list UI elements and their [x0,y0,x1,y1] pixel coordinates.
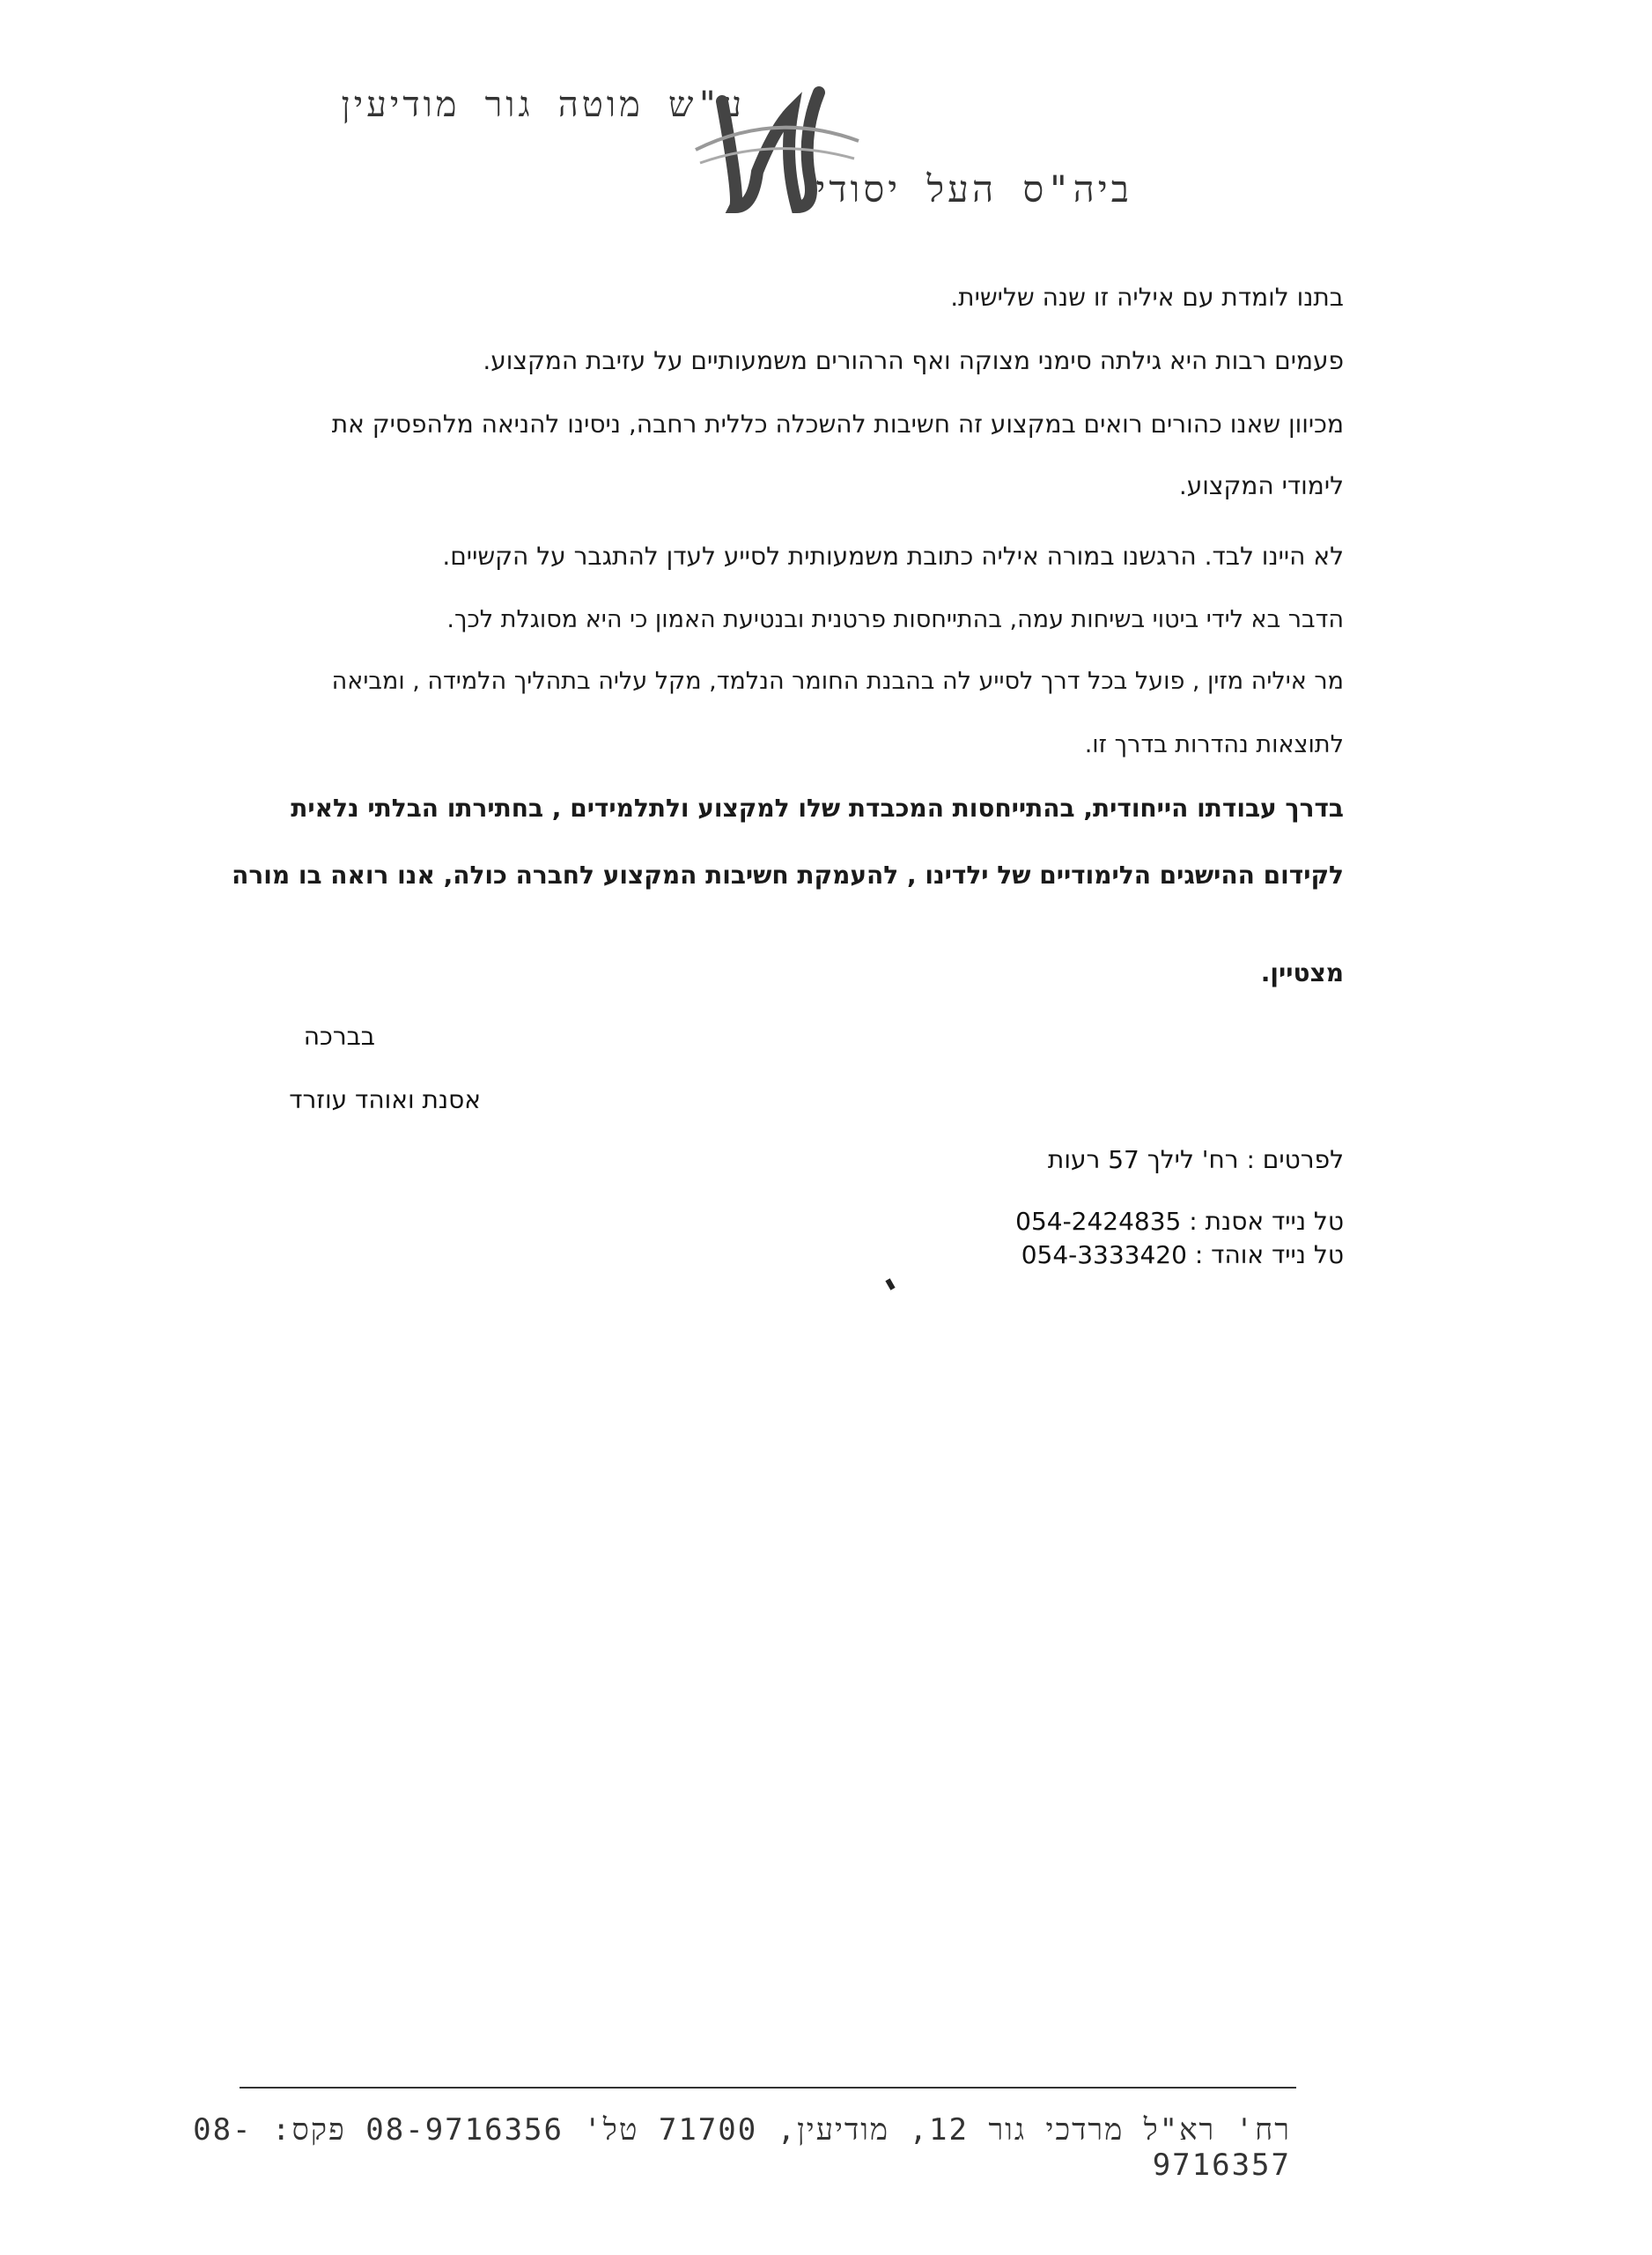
school-logo-icon [687,75,863,225]
paragraph-parents-2: לימודי המקצוע. [1178,471,1344,500]
paragraph-teacher-1: מר איליה מזין , פועל בכל דרך לסייע לה בהבנת החומר הנלמד, מקל עליה בתהליך הלמידה , ומביאה [331,668,1344,695]
closing-greeting: בברכה [303,1022,375,1051]
contact-phone-osnat: טל נייד אסנת : 054-2424835 [1015,1207,1344,1236]
paragraph-not-alone: לא היינו לבד. הרגשנו במורה איליה כתובת משמעותית לסייע לעדן להתגבר על הקשיים. [442,542,1344,571]
contact-phone-ohad: טל נייד אוהד : 054-3333420 [1021,1240,1344,1269]
paragraph-praise-3: מצטיין. [1260,958,1344,987]
paragraph-praise-1: בדרך עבודתו הייחודית, בהתייחסות המכבדת שלו למקצוע ולתלמידים , בחתירתו הבלתי נלאית [291,794,1344,823]
footer-address: רח' רא"ל מרדכי גור 12, מודיעין, 71700 טל' 08-9716356 פקס: 08-9716357 [193,2112,1291,2183]
paragraph-expression: הדבר בא לידי ביטוי בשיחות עמה, בהתייחסות פרטנית ובנטיעת האמון כי היא מסוגלת לכך. [446,606,1344,633]
paragraph-intro: בתנו לומדת עם איליה זו שנה שלישית. [950,283,1344,312]
closing-signature: אסנת ואוהד עוזרד [289,1085,481,1114]
paragraph-parents-1: מכיוון שאנו כהורים רואים במקצוע זה חשיבות להשכלה כללית רחבה, ניסינו להניאה מלהפסיק את [331,410,1344,439]
paragraph-distress: פעמים רבות היא גילתה סימני מצוקה ואף הרהורים משמעותיים על עזיבת המקצוע. [483,346,1344,375]
footer-divider [240,2087,1296,2089]
paragraph-praise-2: לקידום ההישגים הלימודיים של ילדינו , להעמקת חשיבות המקצוע לחברה כולה, אנו רואה בו מורה [232,861,1344,890]
stray-mark [885,1278,895,1290]
letterhead-school-type: ביה"ס העל יסודי [815,167,1132,211]
contact-details: לפרטים : רח' לילך 57 רעות [1047,1145,1344,1174]
paragraph-teacher-2: לתוצאות נהדרות בדרך זו. [1084,731,1344,758]
letterhead-school-name: ע"ש מוטה גור מודיעין [341,85,745,125]
